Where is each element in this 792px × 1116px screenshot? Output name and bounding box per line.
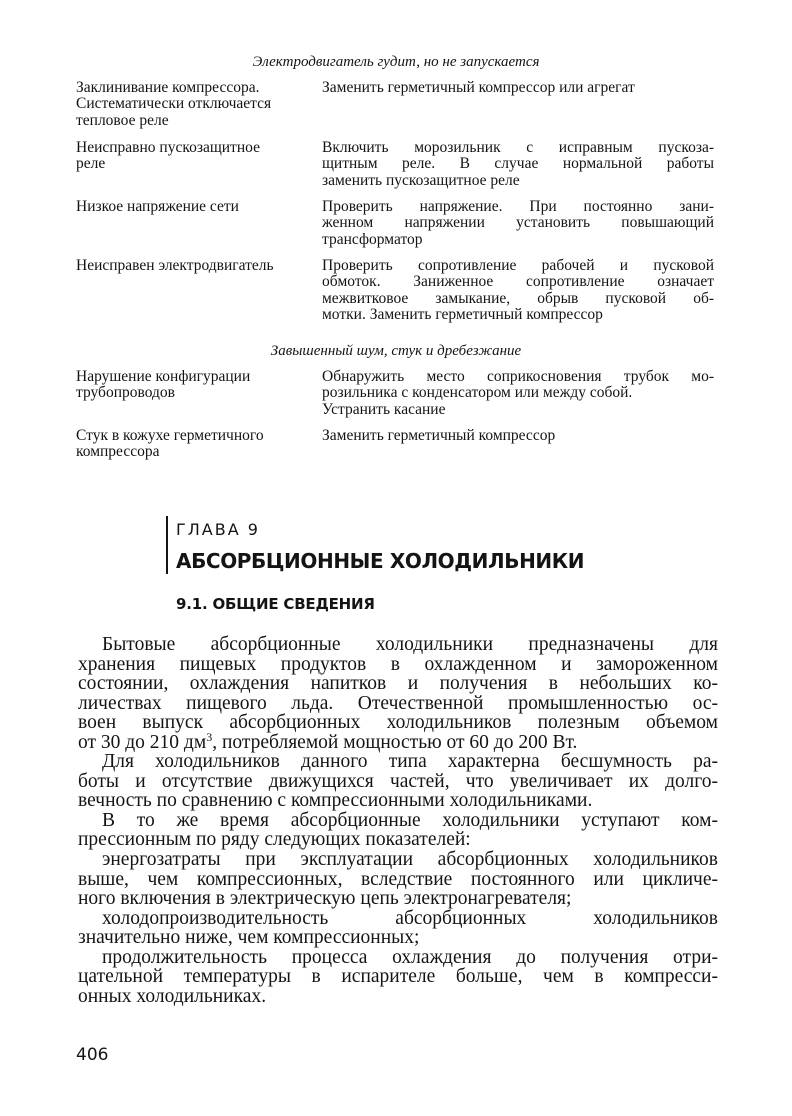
paragraph-line: ного включения в электрическую цепь электронагревателя;: [78, 888, 572, 910]
paragraph-line: прессионным по ряду следующих показателей:: [78, 829, 471, 851]
paragraph-line: значительно ниже, чем компрессионных;: [78, 927, 420, 949]
paragraph-line: цательной температуры в испарителе больше, чем в компресси-: [78, 966, 718, 988]
paragraph-line: онных холодильниках.: [78, 985, 267, 1007]
fault-remedy: Проверить напряжение. При постоянно зани- женном напряжении установить повышающий трансформатор: [322, 198, 714, 248]
paragraph-line: хранения пищевых продуктов в охлажденном и замороженном: [78, 653, 718, 675]
chapter-rule: [166, 516, 168, 574]
paragraph-line: Бытовые абсорбционные холодильники предназначены для: [102, 634, 718, 655]
fault-cause: Стук в кожухе герметичного компрессора: [76, 427, 264, 461]
superscript-3: 3: [206, 729, 213, 744]
paragraph-line: вечность по сравнению с компрессионными холодильниками.: [78, 790, 593, 812]
paragraph-line: В то же время абсорбционные холодильники уступают ком-: [102, 809, 718, 831]
table-section-title: Завышенный шум, стук и дребезжание: [270, 343, 522, 359]
paragraph-line: боты и отсутствие движущихся частей, что увеличивает их долго-: [78, 770, 718, 792]
paragraph-line: Для холодильников данного типа характерна бесшумность ра-: [102, 751, 718, 773]
table-section-title: Электродвигатель гудит, но не запускается: [252, 54, 540, 70]
fault-cause: Нарушение конфигурации трубопроводов: [76, 368, 251, 402]
fault-cause: Неисправен электродвигатель: [76, 257, 274, 274]
paragraph-line: выше, чем компрессионных, вследствие постоянного или цикличе-: [78, 868, 718, 890]
fault-cause: Неисправно пускозащитное реле: [76, 139, 260, 173]
page-number: 406: [76, 1045, 109, 1065]
paragraph-line: холодопроизводительность абсорбционных холодильников: [102, 907, 718, 929]
fault-cause: Заклинивание компрессора. Систематически отключается тепловое реле: [76, 79, 272, 129]
fault-remedy: Проверить сопротивление рабочей и пусковой обмоток. Заниженное сопротивление означает межвитковое замыкание, обрыв пусковой об- мотки. Заменить герметичный компрессор: [322, 257, 714, 323]
body-text: [78, 635, 718, 1006]
paragraph-line: продолжительность процесса охлаждения до получения отри-: [102, 946, 718, 968]
chapter-label: ГЛАВА 9: [176, 520, 260, 539]
fault-remedy: Обнаружить место соприкосновения трубок мо- розильника с конденсатором или между собой. Устранить касание: [322, 368, 714, 418]
paragraph-line: состоянии, охлаждения напитков и получения в небольших ко-: [78, 673, 718, 695]
paragraph-line: энергозатраты при эксплуатации абсорбционных холодильников: [102, 849, 718, 871]
fault-remedy: Включить морозильник с исправным пускоза- щитным реле. В случае нормальной работы заменить пускозащитное реле: [322, 139, 714, 189]
fault-remedy: Заменить герметичный компрессор: [322, 427, 556, 444]
paragraph-line: от 30 до 210 $дм^3$, потребляемой мощностью от 60 до 200 Вт.: [78, 729, 578, 753]
fault-remedy: Заменить герметичный компрессор или агрегат: [322, 79, 635, 96]
paragraph-line: воен выпуск абсорбционных холодильников полезным объемом: [78, 712, 718, 734]
chapter-title: АБСОРБЦИОННЫЕ ХОЛОДИЛЬНИКИ: [176, 549, 585, 573]
section-heading: 9.1. ОБЩИЕ СВЕДЕНИЯ: [176, 595, 375, 613]
fault-cause: Низкое напряжение сети: [76, 198, 239, 215]
paragraph-line: личествах пищевого льда. Отечественной промышленностью ос-: [78, 692, 718, 714]
